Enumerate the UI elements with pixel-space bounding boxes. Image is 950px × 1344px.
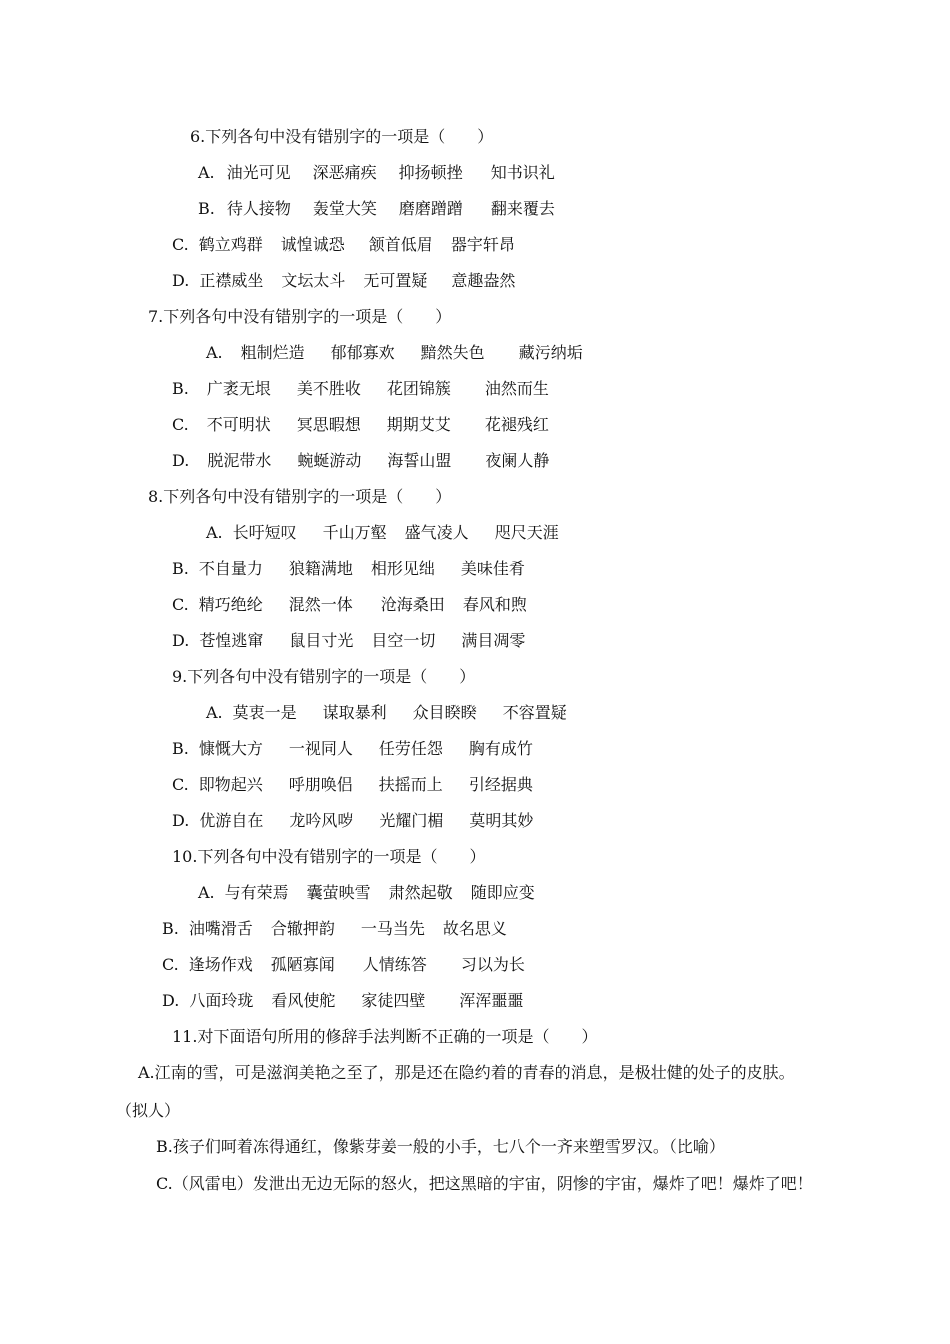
option-item: 不容置疑 [502,703,567,722]
option-item: 与有荣焉 [224,883,289,902]
question-6-option-d [172,270,515,292]
question-9-stem: 9.下列各句中没有错别字的一项是（ ） [172,667,476,686]
question-11-option-c: C.（风雷电）发泄出无边无际的怒火，把这黑暗的宇宙，阴惨的宇宙，爆炸了吧！爆炸了吧！ [156,1174,813,1193]
option-item: 颔首低眉 [368,235,433,254]
option-item: 随即应变 [470,883,535,902]
question-9-option-c [172,774,533,796]
option-item: 待人接物 [226,199,291,218]
option-item: 器宇轩昂 [450,235,515,254]
option-item: 人情练答 [362,955,427,974]
option-item: 看风使舵 [271,991,336,1010]
question-11-option-b: B.孩子们呵着冻得通红，像紫芽姜一般的小手，七八个一齐来塑雪罗汉。（比喻） [156,1137,725,1156]
option-letter: C. [162,955,179,974]
option-item: 一马当先 [360,919,425,938]
option-letter: C. [172,415,189,434]
option-item: 美味佳肴 [460,559,525,578]
option-letter: A. [198,883,215,902]
option-letter: A. [206,523,223,542]
option-item: 混然一体 [288,595,353,614]
option-item: 文坛太斗 [281,271,346,290]
option-item: 广袤无垠 [206,379,271,398]
option-item: 不自量力 [198,559,263,578]
option-item: 油然而生 [484,379,549,398]
option-item: 冥思暇想 [296,415,361,434]
option-letter: C. [172,595,189,614]
option-item: 油光可见 [226,163,291,182]
option-item: 意趣盎然 [451,271,516,290]
option-letter: D. [172,631,190,650]
option-item: 胸有成竹 [468,739,533,758]
option-letter: A. [206,343,223,362]
option-item: 谋取暴利 [322,703,387,722]
option-item: 浑浑噩噩 [459,991,524,1010]
option-letter: C. [172,775,189,794]
question-11-option-a: A.江南的雪，可是滋润美艳之至了，那是还在隐约着的青春的消息，是极壮健的处子的皮肤。 [138,1063,795,1082]
option-item: 黯然失色 [420,343,485,362]
option-item: 家徒四壁 [361,991,426,1010]
option-letter: D. [162,991,180,1010]
option-letter: A. [198,163,215,182]
option-item: 即物起兴 [198,775,263,794]
option-item: 相形见绌 [370,559,435,578]
option-item: 狼籍满地 [288,559,353,578]
question-8-option-d [172,630,525,652]
option-item: 花团锦簇 [386,379,451,398]
option-item: 鹤立鸡群 [198,235,263,254]
option-item: 优游自在 [199,811,264,830]
option-item: 春风和煦 [462,595,527,614]
question-11-stem: 11.对下面语句所用的修辞手法判断不正确的一项是（ ） [172,1027,598,1046]
option-item: 蜿蜒游动 [297,451,362,470]
question-10-stem: 10.下列各句中没有错别字的一项是（ ） [172,847,486,866]
question-7-option-c [172,414,549,436]
option-item: 粗制烂造 [240,343,305,362]
option-item: 逢场作戏 [188,955,253,974]
option-item: 目空一切 [371,631,436,650]
option-item: 龙吟风哕 [289,811,354,830]
question-10-option-a [198,882,535,904]
option-item: 期期艾艾 [386,415,451,434]
question-6-stem: 6.下列各句中没有错别字的一项是（ ） [190,127,494,146]
option-letter: D. [172,811,190,830]
option-item: 知书识礼 [490,163,555,182]
option-letter: B. [162,919,179,938]
option-item: 海誓山盟 [387,451,452,470]
option-item: 精巧绝纶 [198,595,263,614]
option-item: 郁郁寡欢 [330,343,395,362]
option-item: 引经据典 [468,775,533,794]
option-item: 深恶痛疾 [312,163,377,182]
option-item: 众目睽睽 [412,703,477,722]
option-item: 翻来覆去 [490,199,555,218]
option-item: 莫明其妙 [469,811,534,830]
option-letter: B. [198,199,215,218]
option-item: 美不胜收 [296,379,361,398]
option-item: 咫尺天涯 [494,523,559,542]
option-item: 盛气凌人 [404,523,469,542]
option-item: 呼朋唤侣 [288,775,353,794]
option-item: 无可置疑 [363,271,428,290]
question-6-option-c [172,234,515,256]
option-item: 光耀门楣 [379,811,444,830]
option-item: 不可明状 [206,415,271,434]
option-letter: A. [206,703,223,722]
option-item: 正襟威坐 [199,271,264,290]
option-item: 故名思义 [442,919,507,938]
question-8-option-b [172,558,525,580]
question-7-option-b [172,378,549,400]
option-item: 鼠目寸光 [289,631,354,650]
question-8-option-c [172,594,527,616]
option-item: 脱泥带水 [207,451,272,470]
question-6-option-b [198,198,555,220]
option-item: 习以为长 [460,955,525,974]
question-10-option-b [162,918,507,940]
option-item: 长吁短叹 [232,523,297,542]
option-item: 轰堂大笑 [312,199,377,218]
question-10-option-c [162,954,525,976]
option-letter: D. [172,451,190,470]
question-7-stem: 7.下列各句中没有错别字的一项是（ ） [148,307,452,326]
option-item: 任劳任怨 [378,739,443,758]
option-letter: B. [172,739,189,758]
option-item: 苍惶逃窜 [199,631,264,650]
question-10-option-d [162,990,523,1012]
question-7-option-a [206,342,583,364]
option-item: 夜阑人静 [485,451,550,470]
option-letter: C. [172,235,189,254]
option-letter: B. [172,379,189,398]
option-item: 满目凋零 [461,631,526,650]
question-6-option-a [198,162,555,184]
option-item: 莫衷一是 [232,703,297,722]
option-item: 八面玲珑 [189,991,254,1010]
option-letter: D. [172,271,190,290]
option-item: 扶摇而上 [378,775,443,794]
question-9-option-d [172,810,533,832]
option-letter: B. [172,559,189,578]
option-item: 诚惶诚恐 [280,235,345,254]
option-item: 一视同人 [288,739,353,758]
question-8-option-a [206,522,559,544]
question-9-option-b [172,738,533,760]
option-item: 千山万壑 [322,523,387,542]
question-7-option-d [172,450,549,472]
question-9-option-a [206,702,567,724]
option-item: 合辙押韵 [270,919,335,938]
option-item: 沧海桑田 [380,595,445,614]
option-item: 囊萤映雪 [306,883,371,902]
option-item: 肃然起敬 [388,883,453,902]
option-item: 油嘴滑舌 [188,919,253,938]
option-item: 慷慨大方 [198,739,263,758]
option-item: 抑扬顿挫 [398,163,463,182]
option-item: 孤陋寡闻 [270,955,335,974]
question-8-stem: 8.下列各句中没有错别字的一项是（ ） [148,487,452,506]
question-11-option-a-continued: （拟人） [116,1101,181,1120]
option-item: 磨磨蹭蹭 [398,199,463,218]
option-item: 花褪残红 [484,415,549,434]
option-item: 藏污纳垢 [518,343,583,362]
